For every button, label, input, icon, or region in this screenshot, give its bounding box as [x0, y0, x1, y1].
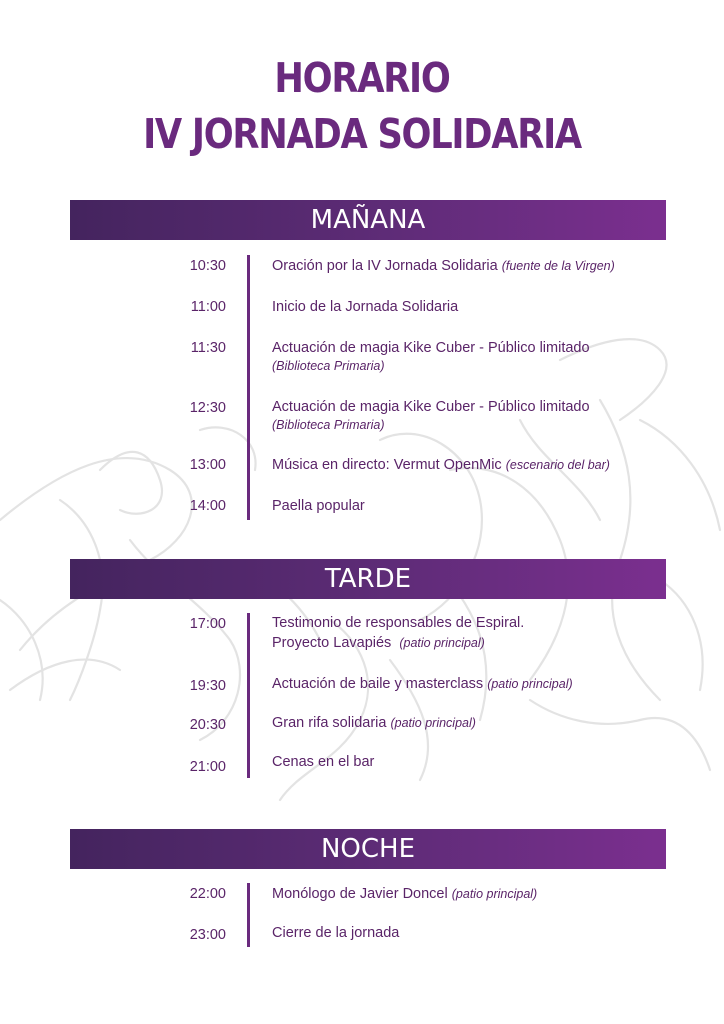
activity-text: Música en directo: Vermut OpenMic	[272, 457, 502, 473]
time-label: 21:00	[189, 759, 226, 775]
time-label: 19:30	[189, 678, 226, 694]
activity-text: Actuación de magia Kike Cuber - Público limitado	[272, 399, 590, 415]
time-label: 17:00	[189, 616, 226, 632]
activity-location: (escenario del bar)	[505, 458, 610, 472]
activity-text: Paella popular	[272, 498, 365, 514]
activity-item	[272, 338, 692, 374]
activity-item	[272, 884, 692, 904]
activity-text: Monólogo de Javier Doncel	[272, 886, 448, 902]
activity-item	[272, 713, 692, 733]
time-label: 23:00	[189, 927, 226, 943]
time-label: 13:00	[189, 457, 226, 473]
activity-text: Cierre de la jornada	[272, 925, 400, 941]
time-label: 22:00	[189, 886, 226, 902]
time-label: 11:30	[190, 340, 226, 356]
activity-text: Inicio de la Jornada Solidaria	[272, 299, 459, 315]
activity-text: Gran rifa solidaria	[272, 715, 387, 731]
activity-text: Testimonio de responsables de Espiral.	[272, 615, 525, 631]
timeline-divider	[247, 613, 250, 778]
activity-item	[272, 923, 692, 943]
activity-text: Cenas en el bar	[272, 754, 375, 770]
section-header-manana: MAÑANA	[70, 200, 666, 240]
activity-location: (Biblioteca Primaria)	[272, 418, 385, 432]
activity-item	[272, 496, 692, 516]
timeline-divider	[247, 255, 250, 520]
activity-item	[272, 752, 692, 772]
time-label: 10:30	[189, 258, 226, 274]
activity-text: Actuación de magia Kike Cuber - Público limitado	[272, 340, 590, 356]
title-line-2: IV JORNADA SOLIDARIA	[143, 110, 581, 158]
activity-item	[272, 613, 692, 653]
activity-item	[272, 674, 692, 694]
timeline-divider	[247, 883, 250, 947]
activity-item	[272, 297, 692, 317]
activity-text-continued: Proyecto Lavapiés	[272, 635, 392, 651]
activity-item	[272, 455, 692, 475]
time-label: 12:30	[189, 400, 226, 416]
activity-item	[272, 256, 692, 276]
activity-text: Actuación de baile y masterclass	[272, 676, 484, 692]
activity-location: (patio principal)	[451, 887, 538, 901]
activity-location: (patio principal)	[487, 677, 573, 691]
time-label: 20:30	[189, 717, 226, 733]
activity-text: Oración por la IV Jornada Solidaria	[272, 258, 498, 274]
title-line-1: HORARIO	[274, 54, 450, 102]
activity-location: (Biblioteca Primaria)	[272, 359, 385, 373]
section-header-noche: NOCHE	[70, 829, 666, 869]
time-label: 14:00	[189, 498, 226, 514]
activity-location: (patio principal)	[390, 716, 476, 730]
activity-location: (patio principal)	[399, 636, 485, 650]
time-label: 11:00	[190, 299, 226, 315]
section-header-tarde: TARDE	[70, 559, 666, 599]
activity-item	[272, 397, 692, 433]
activity-location: (fuente de la Virgen)	[501, 259, 615, 273]
